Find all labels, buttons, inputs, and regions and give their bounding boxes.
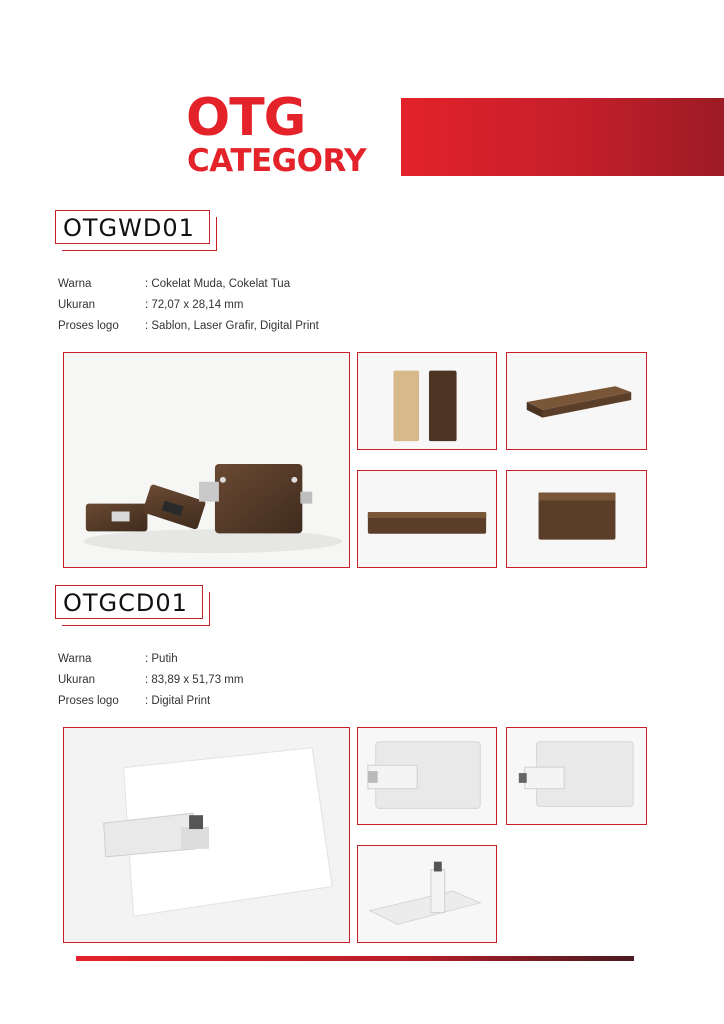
product-photo (357, 727, 497, 825)
header-banner (401, 98, 724, 176)
spec-label: Ukuran (58, 299, 96, 311)
spec-label: Proses logo (58, 320, 119, 332)
spec-value: : Cokelat Muda, Cokelat Tua (145, 278, 291, 290)
title-otg: OTG (186, 88, 306, 148)
spec-label: Proses logo (58, 695, 119, 707)
spec-value: : Putih (145, 653, 178, 665)
spec-value: : Sablon, Laser Grafir, Digital Print (145, 320, 319, 332)
spec-label: Ukuran (58, 674, 96, 686)
product-photo (357, 352, 497, 450)
spec-list (58, 652, 378, 712)
spec-label: Warna (58, 653, 92, 665)
product-photo (357, 470, 497, 568)
spec-list (58, 277, 378, 337)
product-code: OTGCD01 (63, 589, 188, 617)
product-photo (506, 352, 647, 450)
product-photo (506, 470, 647, 568)
product-photo (506, 727, 647, 825)
product-code-badge (55, 585, 203, 619)
spec-value: : Digital Print (145, 695, 211, 707)
spec-value: : 83,89 x 51,73 mm (145, 674, 244, 686)
spec-label: Warna (58, 278, 92, 290)
product-code: OTGWD01 (63, 214, 195, 242)
product-photo (357, 845, 497, 943)
footer-divider (76, 956, 634, 961)
spec-value: : 72,07 x 28,14 mm (145, 299, 244, 311)
product-code-badge (55, 210, 210, 244)
title-category: CATEGORY (187, 143, 367, 179)
product-photo-main (63, 352, 350, 568)
product-photo-main (63, 727, 350, 943)
